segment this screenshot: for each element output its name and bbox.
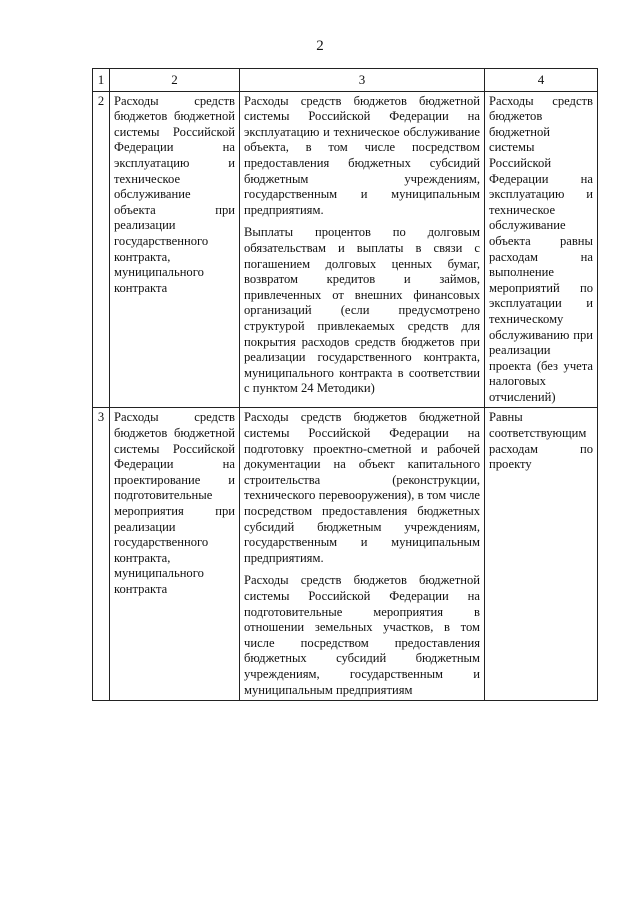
table-row — [93, 91, 598, 408]
header-col-3: 3 — [240, 69, 485, 92]
expense-value-text: Равны соответствующим расходам по проекту — [489, 410, 593, 472]
composition-paragraph: Выплаты процентов по долговым обязательствам и выплаты в связи с погашением долговых ценных бумаг, возвратом кредитов и займов, привлеченных от внешних финансовых организаций (если предусмотрено структурой привлекаемых средств для покрытия расходов средств бюджетов при реализации государственного контракта, муниципального контракта в соответствии с пунктом 24 Методики) — [244, 225, 480, 396]
composition-paragraph: Расходы средств бюджетов бюджетной системы Российской Федерации на подготовку проектно-сметной и рабочей документации на объект капитального строительства (реконструкции, технического перевооружения), в том числе посредством предоставления бюджетных субсидий бюджетным учреждениям, государственным и муниципальным предприятиям. — [244, 410, 480, 565]
header-col-2: 2 — [110, 69, 240, 92]
expense-name-cell — [110, 91, 240, 408]
expense-value-text: Расходы средств бюджетов бюджетной системы Российской Федерации на эксплуатацию и техническое обслуживание объекта равны расходам на выполнение мероприятий по эксплуатации и техническому обслуживанию при реализации проекта (без учета налоговых отчислений) — [489, 93, 593, 404]
row-number: 3 — [93, 408, 110, 701]
table-row — [93, 408, 598, 701]
page-number: 2 — [316, 38, 324, 54]
expense-composition-cell — [240, 408, 485, 701]
expense-name-text: Расходы средств бюджетов бюджетной системы Российской Федерации на проектирование и подготовительные мероприятия при реализации государственного контракта, муниципального контракта — [114, 410, 235, 596]
table-header-row — [93, 69, 598, 92]
expense-composition-cell — [240, 91, 485, 408]
composition-paragraph: Расходы средств бюджетов бюджетной системы Российской Федерации на эксплуатацию и техническое обслуживание объекта, в том числе посредством предоставления бюджетных субсидий бюджетным учреждениям, государственным и муниципальным предприятиям. — [244, 93, 480, 217]
expense-name-text: Расходы средств бюджетов бюджетной системы Российской Федерации на эксплуатацию и техническое обслуживание объекта при реализации государственного контракта, муниципального контракта — [114, 93, 235, 295]
header-col-4: 4 — [485, 69, 598, 92]
expense-value-cell — [485, 91, 598, 408]
expense-name-cell — [110, 408, 240, 701]
header-col-1: 1 — [93, 69, 110, 92]
expense-value-cell — [485, 408, 598, 701]
expense-table — [92, 68, 598, 701]
row-number: 2 — [93, 91, 110, 408]
composition-paragraph: Расходы средств бюджетов бюджетной системы Российской Федерации на подготовительные мероприятия в отношении земельных участков, в том числе посредством предоставления бюджетных субсидий бюджетным учреждениям, государственным и муниципальным предприятиям — [244, 573, 480, 697]
